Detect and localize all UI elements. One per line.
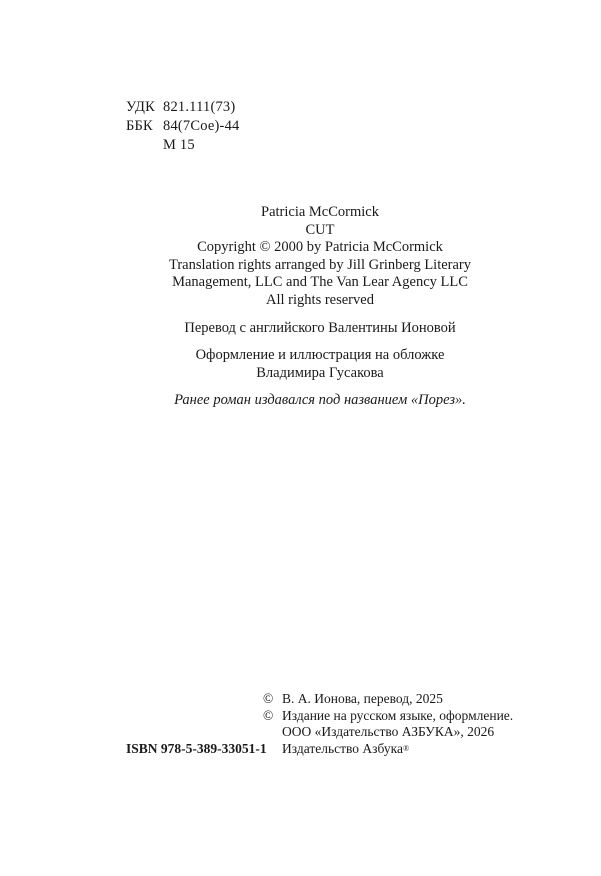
author-mark: М 15 [163,137,195,153]
previous-title-note: Ранее роман издавался под названием «Порез». [174,392,466,409]
original-author: Patricia McCormick [261,204,379,220]
copyright-row-3 [263,724,513,741]
copyright-row-2 [263,708,513,725]
translation-copyright: В. А. Ионова, перевод, 2025 [282,691,443,706]
spacer [100,310,540,320]
author-mark-row [126,136,239,155]
isbn: ISBN 978-5-389-33051-1 [126,741,267,756]
original-title: CUT [305,221,335,238]
cover-design-line-1: Оформление и иллюстрация на обложке [195,347,445,364]
registered-mark: ® [402,743,410,753]
spacer [100,382,540,392]
copyright-row-1 [263,691,513,708]
copyright-line: Copyright © 2000 by Patricia McCormick [197,239,443,256]
copyright-notices [263,691,513,757]
publisher-copyright: ООО «Издательство АЗБУКА», 2026 [282,724,495,740]
translator-line: Перевод с английского Валентины Ионовой [184,319,456,336]
imprint-block [100,204,540,410]
classification-block [126,98,239,155]
rights-line-2: Management, LLC and The Van Lear Agency LLC [172,274,468,291]
bbk-value: 84(7Сое)-44 [163,118,240,134]
spacer [100,337,540,347]
publisher-brand: Издательство Азбука [282,740,403,756]
rights-line-1: Translation rights arranged by Jill Grinberg Literary [168,256,472,273]
cover-design-line-2: Владимира Гусакова [256,364,384,381]
copyright-row-4 [263,741,513,758]
udk-value: 821.111(73) [163,99,236,115]
bbk-row [126,117,239,136]
bbk-label: ББК [126,118,153,134]
copyright-symbol: © [263,707,274,723]
rights-line-3: All rights reserved [266,291,374,308]
udk-row [126,98,239,117]
edition-copyright: Издание на русском языке, оформление. [282,707,514,723]
udk-label: УДК [126,99,155,115]
copyright-symbol: © [263,691,274,706]
